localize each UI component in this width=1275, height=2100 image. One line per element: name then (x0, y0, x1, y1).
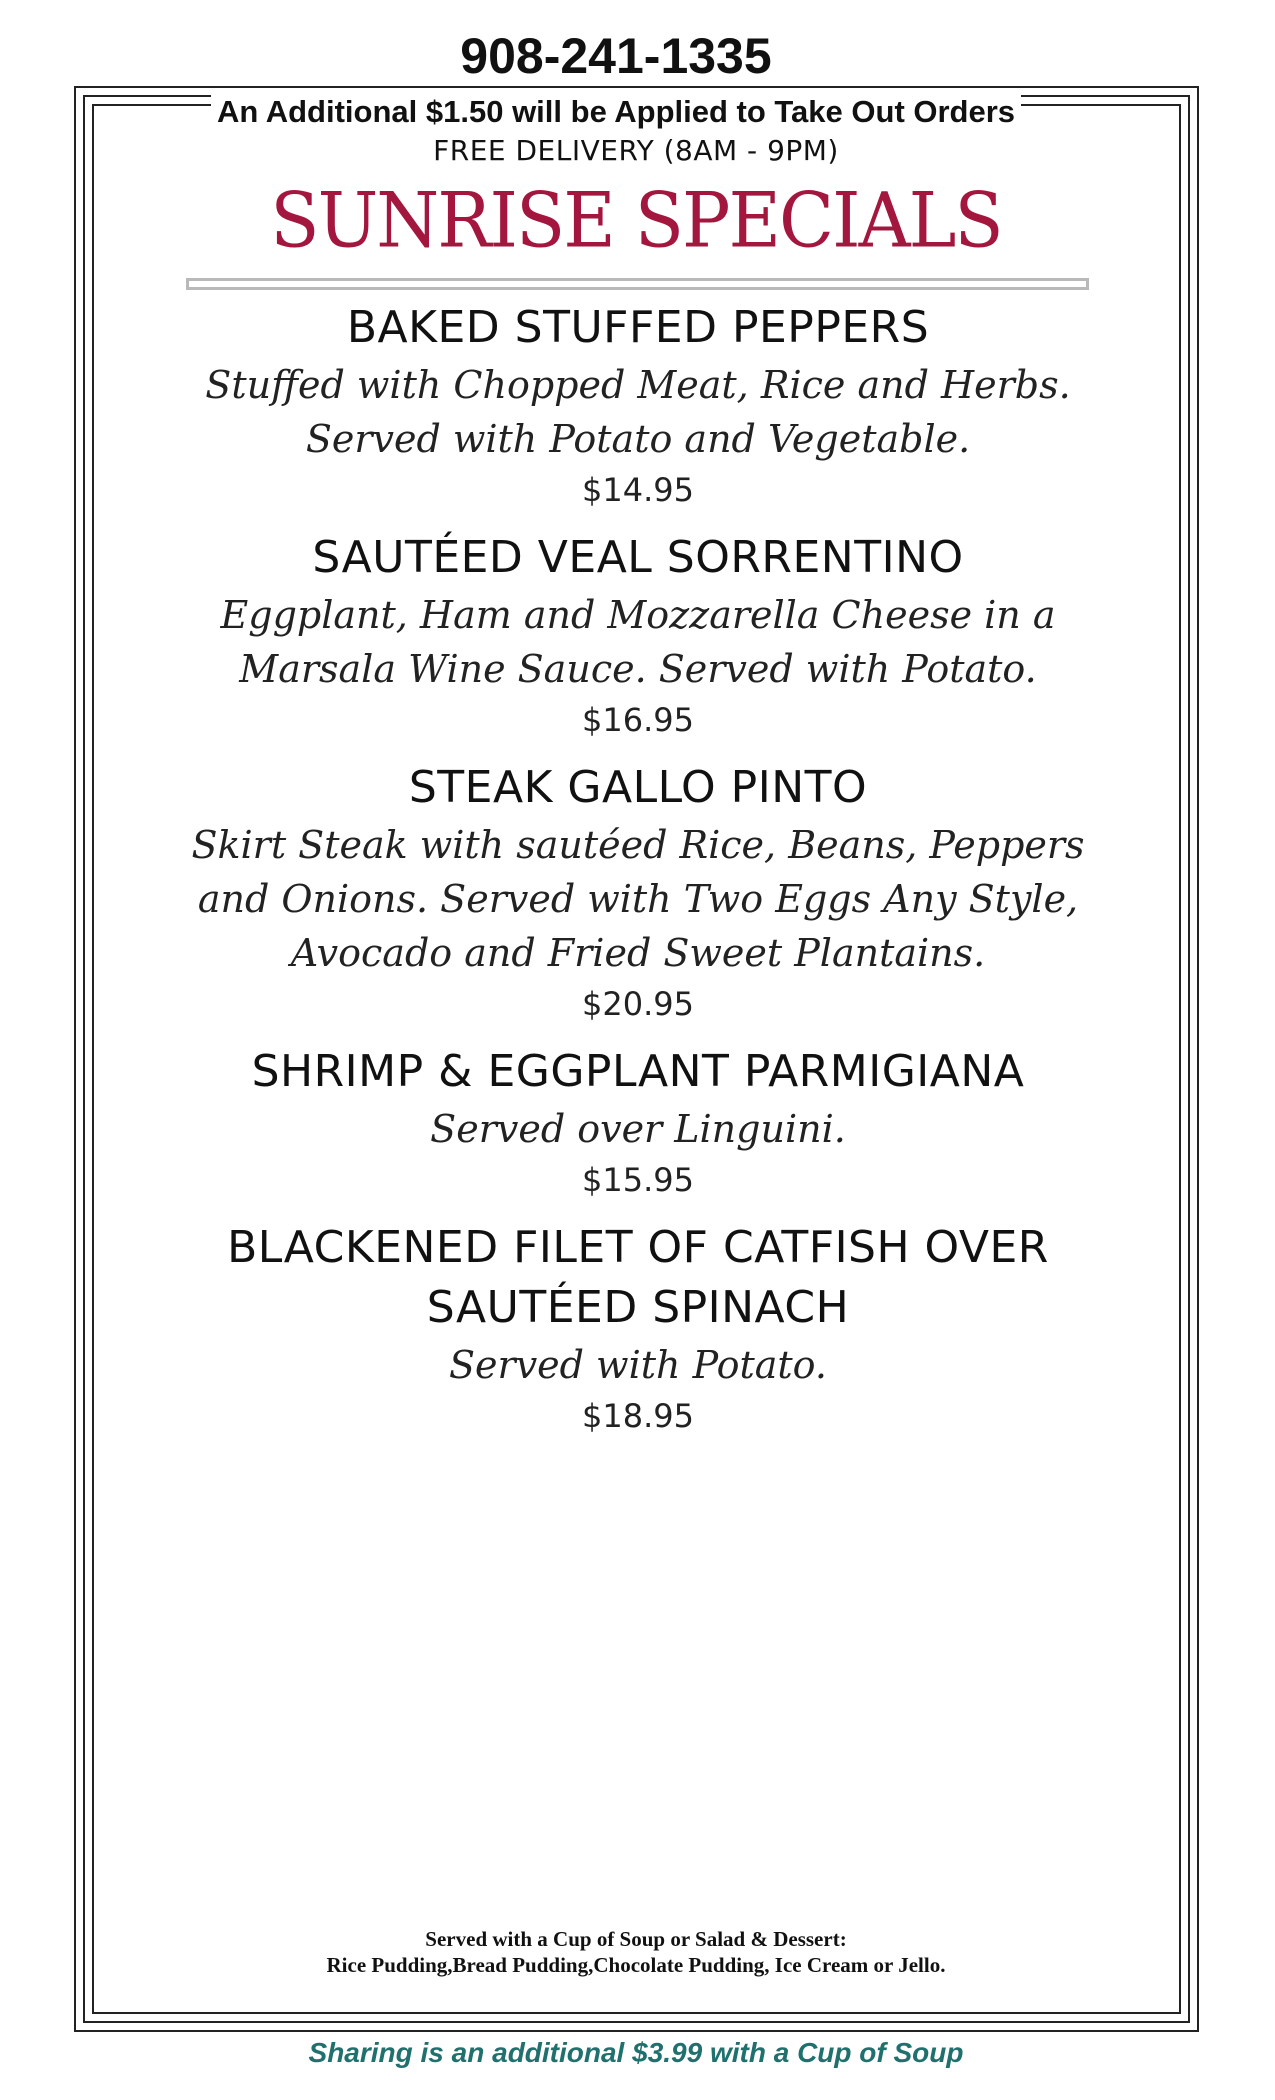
menu-item (160, 298, 1116, 514)
menu-item (160, 528, 1116, 744)
item-name-line: BLACKENED FILET OF CATFISH OVER (227, 1222, 1049, 1273)
menu-item (160, 1042, 1116, 1204)
phone-number-text: 908-241-1335 (452, 28, 779, 84)
item-description-line: Skirt Steak with sautéed Rice, Beans, Peppers (191, 823, 1085, 867)
item-price: $16.95 (582, 701, 694, 739)
item-description-line: Served over Linguini. (430, 1107, 846, 1151)
takeout-notice-text: An Additional $1.50 will be Applied to Take Out Orders (211, 94, 1021, 129)
item-description-line: and Onions. Served with Two Eggs Any Style, (197, 877, 1079, 921)
takeout-notice (0, 92, 1232, 132)
item-description-line: Eggplant, Ham and Mozzarella Cheese in a (220, 593, 1056, 637)
item-price: $14.95 (582, 471, 694, 509)
item-price: $20.95 (582, 985, 694, 1023)
item-description-line: Marsala Wine Sauce. Served with Potato. (239, 647, 1037, 691)
menu-item (160, 1218, 1116, 1440)
item-description-line: Avocado and Fried Sweet Plantains. (290, 931, 986, 975)
item-price: $15.95 (582, 1161, 694, 1199)
item-name: SHRIMP & EGGPLANT PARMIGIANA (251, 1046, 1025, 1097)
item-name: SAUTÉED VEAL SORRENTINO (312, 532, 964, 583)
included-sides-line: Served with a Cup of Soup or Salad & Dessert: (425, 1927, 847, 1951)
delivery-hours: FREE DELIVERY (8AM - 9PM) (433, 134, 839, 167)
menu-title: SUNRISE SPECIALS (270, 175, 1002, 265)
item-name: STEAK GALLO PINTO (408, 762, 868, 813)
item-description-line: Stuffed with Chopped Meat, Rice and Herbs. (205, 363, 1071, 407)
menu-item (160, 758, 1116, 1028)
item-price: $18.95 (582, 1397, 694, 1435)
item-name-line: SAUTÉED SPINACH (426, 1282, 850, 1333)
included-sides-note (0, 1926, 1272, 1978)
phone-number (0, 26, 1232, 86)
item-description-line: Served with Potato and Vegetable. (305, 417, 971, 461)
menu-items (160, 298, 1116, 1454)
sharing-charge-note: Sharing is an additional $3.99 with a Cup of Soup (308, 2037, 964, 2068)
item-name: BAKED STUFFED PEPPERS (346, 302, 930, 353)
dessert-options-line: Rice Pudding,Bread Pudding,Chocolate Pudding, Ice Cream or Jello. (326, 1953, 946, 1977)
title-divider (186, 278, 1089, 290)
item-description-line: Served with Potato. (449, 1343, 827, 1387)
